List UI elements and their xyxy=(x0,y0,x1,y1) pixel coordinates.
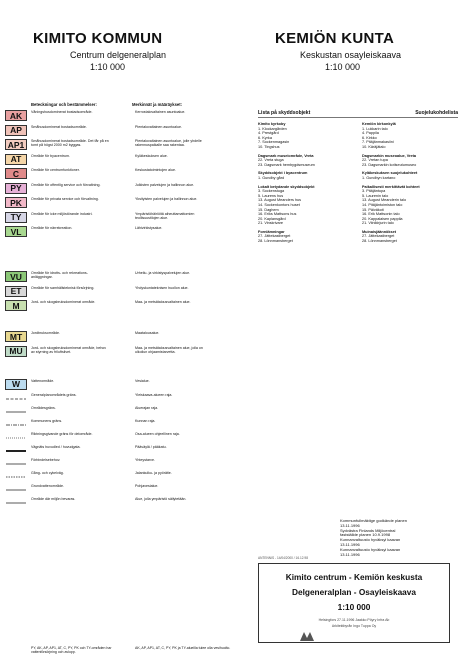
protected-item-fi: 23. Dagsmark hembygdsmuseum xyxy=(258,162,315,167)
legend-text-fi: Område för centrumfunktioner. xyxy=(31,168,80,172)
protected-item-sv: 16. Erik Mattsonin talo xyxy=(362,212,400,217)
legend-line-text-sv: Pohjavesialue. xyxy=(135,484,159,488)
protected-item-fi: 10. Tingshus xyxy=(258,144,280,149)
legend-row xyxy=(5,183,250,195)
protected-item-fi: 14. Sockenkontors huset xyxy=(258,202,300,207)
protected-objects xyxy=(258,110,458,244)
legend-row xyxy=(5,168,250,180)
legend-line-text-fi: Kommunens gräns. xyxy=(31,419,63,423)
legend-row xyxy=(5,346,250,376)
protected-item-fi: 16. Eriks Mattsons hus xyxy=(258,212,297,217)
legend-text-sv: Ympäristöhäiriöitä aiheuttamattomien teollisuustilojen alue. xyxy=(135,211,195,220)
legend-swatch: AP1 xyxy=(5,139,27,150)
legend-line-row xyxy=(5,406,250,417)
legend-swatch: AT xyxy=(5,154,27,165)
legend-row xyxy=(5,125,250,137)
legend-text-fi: Småhusdominerat bostadsområde. xyxy=(31,124,87,129)
protected-item-sv: Kemiön kirkonkylä xyxy=(362,122,396,126)
protected-item-fi: Lokalt betydande skyddsobjekt xyxy=(258,184,315,189)
legend-text-fi: Område för idrotts- och rekreations- anläggningar. xyxy=(31,271,88,280)
title-block-scale: 1:10 000 xyxy=(337,602,371,612)
protected-item-sv: 21. Viinikirjurin talo xyxy=(362,221,394,226)
legend-text-sv: Pientalovaltainen asuntoalue, jolle yhdelle rakennuspaikalle saa rakentaa. xyxy=(135,139,202,148)
protected-item-fi: 5. Laurens hus xyxy=(258,193,284,198)
title-block-line2: Delgeneralplan - Osayleiskaava xyxy=(291,587,417,597)
legend-text-sv: Kyläkeskuksen alue. xyxy=(135,153,168,158)
legend-text-fi: Område för offentlig service och förvaltning. xyxy=(31,182,101,187)
legend-line-row xyxy=(5,393,250,404)
protected-item xyxy=(258,221,458,226)
protected-item-sv: 1. Lukkarin talo xyxy=(362,126,388,131)
legend-text-fi: Vattenområde. xyxy=(31,378,55,383)
legend-line-text-fi: Gång- och cykelväg. xyxy=(31,471,64,475)
protected-head-fi: Lista på skyddsobjekt xyxy=(258,110,311,116)
legend-line-text-fi: Riktningsgivande gräns för delområde. xyxy=(31,432,93,436)
protected-item-sv: 4. Pappila xyxy=(362,131,379,136)
legend-line-text-sv: Yleiskaava-alueen raja. xyxy=(135,393,173,397)
legend-text-sv: Maatalousalue. xyxy=(135,331,160,335)
legend-swatch: C xyxy=(5,168,27,179)
footer-note xyxy=(5,646,250,655)
legend-line-text-sv: Pääväylä / pääkatu. xyxy=(135,445,167,449)
legend-swatch: TY xyxy=(5,212,27,223)
protected-item-fi: Dagsmark museiområde, Vreta xyxy=(258,153,314,158)
protected-item-sv: 23. Dagsmarkin kotiseutumuseo xyxy=(362,162,417,167)
legend-swatch: AK xyxy=(5,110,27,121)
protected-item-sv: 20. Kappalaisen pappila xyxy=(362,216,403,221)
legend-line-text-sv: Aluerajan raja. xyxy=(135,406,159,410)
legend-text-sv: Maa- ja metsätalousvaltainen alue. xyxy=(135,300,191,304)
protected-item-fi: 20. Kaplansgård xyxy=(258,216,286,221)
legend-text-sv: Lähivirkistysalue. xyxy=(135,226,163,230)
legend-row xyxy=(5,331,250,343)
protected-item-sv: Muinaisjäännökset xyxy=(362,229,396,234)
legend-text-fi: Våningshusdominerat bostadsområde. xyxy=(31,110,93,114)
legend-text-fi: Område för privata service och förvaltning. xyxy=(31,197,99,201)
legend-line-row xyxy=(5,445,250,456)
protected-item-sv: 3. Pitäjäntupa xyxy=(362,189,386,194)
legend-text-sv: Keskustatoimintojen alue. xyxy=(135,168,176,172)
protected-item-fi: 13. August Meanders hus xyxy=(258,198,302,203)
legend-line-text-fi: Förbindelsebehov. xyxy=(31,458,61,462)
protected-head-sv: Suojelukohdelista xyxy=(415,110,458,116)
legend-swatch: ET xyxy=(5,286,27,297)
legend-swatch: PK xyxy=(5,197,27,208)
sv-scale: 1:10 000 xyxy=(325,62,361,72)
legend-line-symbol xyxy=(5,497,27,508)
protected-item-sv: 27. Jättekastberget xyxy=(362,234,395,239)
legend-head-left: Beteckningar och bestämmelser: xyxy=(31,102,97,107)
protected-item xyxy=(258,176,458,181)
sv-subtitle: Keskustan osayleiskaava xyxy=(300,50,402,60)
legend-swatch: VL xyxy=(5,226,27,237)
protected-item-sv: 6. Kirkko xyxy=(362,135,377,140)
title-block-line5: Arkitektbyrån Ingo Tuppa Oy xyxy=(331,624,377,628)
legend-line-text-fi: Generalplanområdets gräns. xyxy=(31,393,77,397)
legend-line-text-fi: Områdesgräns. xyxy=(31,406,56,410)
protected-item-fi: Fornlämningar xyxy=(258,229,285,234)
legend-text-sv: Pientalovaltainen asuntoalue. xyxy=(135,124,182,129)
protected-item-fi: 27. Jättekastberget xyxy=(258,234,291,239)
legend-line-text-sv: Osa-alueen ohjeellinen raja. xyxy=(135,432,180,436)
fi-title: KIMITO KOMMUN xyxy=(33,30,163,47)
protected-item-fi: 22. Vreta stuga xyxy=(258,158,284,163)
protected-item-fi: 3. Sockenstuga xyxy=(258,189,285,194)
legend-line-row xyxy=(5,497,250,508)
legend-text-fi: Jordbruksområde. xyxy=(31,331,60,335)
protected-item-fi: 4. Prestgård xyxy=(258,131,279,136)
legend-line-symbol xyxy=(5,419,27,430)
legend-line-text-fi: Grundvattenområde. xyxy=(31,484,64,488)
protected-item xyxy=(258,163,458,168)
legend-row xyxy=(5,379,250,391)
legend-line-text-sv: Jalankulku- ja pyörätie. xyxy=(135,471,172,475)
legend-text-sv: Yhdyskuntateknisen huollon alue. xyxy=(135,285,189,290)
legend-text-fi: Område för närrekreation. xyxy=(31,226,73,230)
protected-item-sv: 13. August Meanderin talo xyxy=(362,198,407,203)
legend-head-mid: Merkinnät ja määräykset: xyxy=(132,102,183,107)
legend-swatch: PY xyxy=(5,183,27,194)
legend-row xyxy=(5,212,250,224)
legend-line-symbol xyxy=(5,471,27,482)
legend-text-fi: Område för icke miljöstörande industri. xyxy=(31,211,93,216)
protected-item-fi: 7. Sockenmagasin xyxy=(258,140,290,145)
protected-item-fi: 1. Klockargården xyxy=(258,126,287,131)
legend-row xyxy=(5,226,250,268)
protected-item-sv: 5. Laurenin talo xyxy=(362,193,389,198)
legend-line-symbol xyxy=(5,458,27,469)
legend-swatch: AP xyxy=(5,125,27,136)
legend-line-symbol xyxy=(5,406,27,417)
legend-line-row xyxy=(5,432,250,443)
legend-line-row xyxy=(5,484,250,495)
legend-line-row xyxy=(5,419,250,430)
legend-text-sv: Urheilu- ja virkistyspalvelujen alue. xyxy=(135,271,191,275)
legend-text-fi: Område för samhällsteknisk försörjning. xyxy=(31,285,95,290)
legend-line-row xyxy=(5,471,250,482)
legend-text-sv: Vesialue. xyxy=(135,378,150,383)
protected-item xyxy=(258,239,458,244)
legend-text-fi: Område för byacentrum. xyxy=(31,153,70,158)
legend-text-fi: Jord- och skogsbruksdominerat område, behov av styrning av friluftslivet. xyxy=(31,345,107,354)
legend-swatch: MT xyxy=(5,331,27,342)
legend-text-fi: Jord- och skogsbruksdominerat område. xyxy=(31,300,96,304)
legend-line-text-sv: Alue, jolla ympäristö säilytetään. xyxy=(135,497,187,501)
legend-swatch: W xyxy=(5,379,27,390)
legend-row xyxy=(5,300,250,328)
legend-text-sv: Kerrostalovaltainen asuntoalue. xyxy=(135,110,186,114)
legend-swatch: VU xyxy=(5,271,27,282)
legend-text-sv: Yksityisten palvelujen ja hallinnon alue. xyxy=(135,197,198,201)
legend-line-row xyxy=(5,458,250,469)
protected-item-sv: 1. Gundbyn kartano xyxy=(362,175,396,180)
legend-line-symbol xyxy=(5,393,27,404)
protected-item-fi: Skyddsobjekt i byacentrum xyxy=(258,171,308,176)
protected-item-fi: Kimito kyrkoby xyxy=(258,122,286,126)
legend-line-text-fi: Vägnäts huvudled / huvudgata. xyxy=(31,445,81,449)
protected-item-sv: 7. Pitäjänmakasiini xyxy=(362,140,394,145)
legend-line-text-sv: Kunnan raja. xyxy=(135,419,156,423)
footer-note-sv: AK, AP, AP1, AT, C, PY, PK ja TY-alueilla tulee olla vesihuolto. xyxy=(135,646,231,650)
fi-subtitle: Centrum delgeneralplan xyxy=(70,50,167,60)
legend-text-sv: Maa- ja metsätalousvaltainen alue, jolla on ulkoilun ohjaamistarvetta. xyxy=(135,345,203,354)
legend-line-text-sv: Yhteystarve. xyxy=(135,458,155,462)
legend-row xyxy=(5,110,250,122)
protected-item-sv: 14. Pitäjäntoimiston talo xyxy=(362,202,403,207)
protected-item-fi: 28. Lönnmansberget xyxy=(258,239,293,244)
legend-swatch: MU xyxy=(5,346,27,357)
legend-text-sv: Julkisten palvelujen ja hallinnon alue. xyxy=(135,182,195,187)
protected-item-sv: 22. Vretan tupa xyxy=(362,158,388,163)
legend-line-symbol xyxy=(5,484,27,495)
protected-item-sv: 28. Lönnmansberget xyxy=(362,239,397,244)
protected-item-sv: Dagsmarkin museoalue, Vreta xyxy=(362,153,417,158)
footer-note-fi: PY, AK, AP, AP1, AT, C, PY, PK och TY-områden har vattenförsörjning och avlopp. xyxy=(31,646,112,655)
legend-row xyxy=(5,271,250,283)
title-block-line4: Helsingfors 27.11.1996 Jaakko Pöyry Infra Ab xyxy=(318,618,390,622)
protected-item-fi: 21. Vinskrivare xyxy=(258,221,284,226)
fi-scale: 1:10 000 xyxy=(90,62,126,72)
legend-row xyxy=(5,286,250,298)
legend-line-symbol xyxy=(5,432,27,443)
legend-line-symbol xyxy=(5,445,27,456)
protected-item-fi: 6. Kyrka xyxy=(258,135,272,140)
legend-swatch: M xyxy=(5,300,27,311)
legend-row xyxy=(5,139,250,151)
legend-line-text-fi: Område där miljön bevaras. xyxy=(31,497,76,501)
protected-item-sv: Paikallisesti merkittävät kohteet xyxy=(362,184,420,189)
approval-notes: Kommunfullmäktige godkände planen 13.11.1996 Sydvästra Finlands Miljöcentral fastställde planen 10.9.1998 Kunnanvaltuusto hyväksyi kaavan 13.11.1996 Kunnanvaltuusto hyväksyi kaavan 13.11.1996 xyxy=(340,518,407,557)
legend-text-fi: Småhusdominerat bostadsområde. Det får på en tomt på högst 2000 m2 byggas. xyxy=(31,139,109,148)
legend-row xyxy=(5,197,250,209)
stamp-text: ANTENNIS - 14/04/2000 / 16.12.98 xyxy=(258,556,308,560)
sv-title: KEMIÖN KUNTA xyxy=(275,30,395,47)
protected-item xyxy=(258,145,458,150)
protected-item-sv: Kyläkeskuksen suojelukohteet xyxy=(362,171,418,176)
legend-row xyxy=(5,154,250,166)
company-logo-icon xyxy=(300,632,314,641)
legend-list xyxy=(5,110,250,510)
title-block-line1: Kimito centrum - Kemiön keskusta xyxy=(285,572,423,582)
protected-item-fi: 15. Daghem xyxy=(258,207,279,212)
protected-item-sv: 15. Päiväkoti xyxy=(362,207,384,212)
protected-item-sv: 10. Käräjätalo xyxy=(362,144,386,149)
protected-item-fi: 1. Gundby gård xyxy=(258,175,285,180)
title-block xyxy=(258,563,450,643)
